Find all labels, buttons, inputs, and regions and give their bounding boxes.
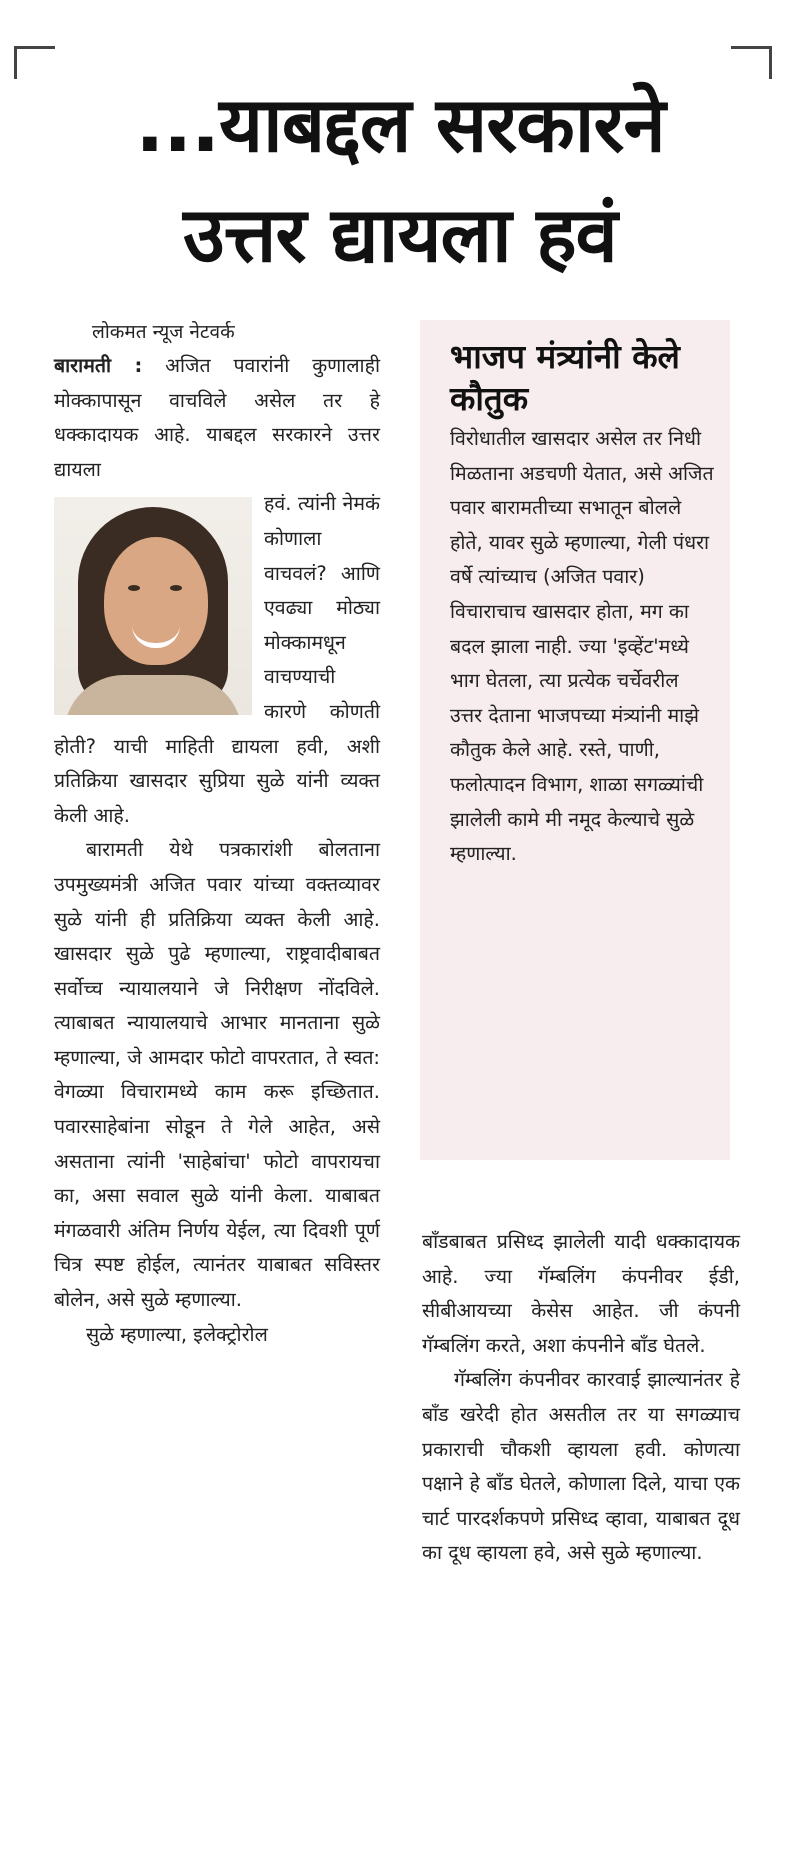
sidebar-title: भाजप मंत्र्यांनी केले कौतुक: [450, 337, 680, 418]
article-paragraph-4: बाँडबाबत प्रसिध्द झालेली यादी धक्कादायक आहे. ज्या गॅम्बलिंग कंपनीवर ईडी, सीबीआयच्या केसेस आहेत. जी कंपनी गॅम्बलिंग करते, अशा कंपनीने बाँड घेतले.: [422, 1230, 740, 1357]
portrait-photo: [54, 497, 252, 715]
article-paragraph-5: गॅम्बलिंग कंपनीवर कारवाई झाल्यानंतर हे बाँड खरेदी होत असतील तर या सगळ्याच प्रकाराची चौकशी व्हायला हवी. कोणत्या पक्षाने हे बाँड घेतले, कोणाला दिले, याचा एक चार्ट पारदर्शकपणे प्रसिध्द व्हावा, याबाबत दूध का दूध व्हायला हवे, असे सुळे म्हणाल्या.: [422, 1368, 740, 1565]
article-paragraph-1: [54, 349, 380, 487]
sidebar-box: [420, 320, 730, 1160]
article-left-column: [54, 315, 380, 1352]
headline-line-2: उत्तर द्यायला हवं: [183, 190, 617, 279]
paragraph-1-wrap: हवं. त्यांनी नेमकं कोणाला वाचवलं? आणि एवढ्या मोठ्या मोक्कामधून वाचण्याची कारणे कोणती होती? याची माहिती द्यायला हवी, अशी प्रतिक्रिया खासदार सुप्रिया सुळे यांनी व्यक्त केली आहे.: [54, 492, 380, 827]
byline: लोकमत न्यूज नेटवर्क: [92, 321, 235, 343]
article-paragraph-3: सुळे म्हणाल्या, इलेक्ट्रोरोल: [86, 1322, 268, 1346]
paragraph-1-intro: अजित पवारांनी कुणालाही मोक्कापासून वाचविले असेल तर हे धक्कादायक आहे. याबद्दल सरकारने उत्तर द्यायला: [54, 354, 380, 481]
headline: [40, 70, 760, 290]
headline-line-1: ...याबद्दल सरकारने: [135, 80, 665, 169]
article-right-column: [422, 1225, 740, 1571]
dateline: बारामती :: [54, 354, 143, 377]
article-paragraph-2: बारामती येथे पत्रकारांशी बोलताना उपमुख्यमंत्री अजित पवार यांच्या वक्तव्यावर सुळे यांनी ही प्रतिक्रिया व्यक्त केली आहे. खासदार सुळे पुढे म्हणाल्या, राष्ट्रवादीबाबत सर्वोच्च न्यायालयाने जे निरीक्षण नोंदविले. त्याबाबत न्यायालयाचे आभार मानताना सुळे म्हणाल्या, जे आमदार फोटो वापरतात, ते स्वत: वेगळ्या विचारामध्ये काम करू इच्छितात. पवारसाहेबांना सोडून ते गेले आहेत, असे असताना त्यांनी 'साहेबांचा' फोटो वापरायचा का, असा सवाल सुळे यांनी केला. याबाबत मंगळवारी अंतिम निर्णय येईल, त्या दिवशी पूर्ण चित्र स्पष्ट होईल, त्यानंतर याबाबत सविस्तर बोलेन, असे सुळे म्हणाल्या.: [54, 838, 380, 1312]
sidebar-text: विरोधातील खासदार असेल तर निधी मिळताना अडचणी येतात, असे अजित पवार बारामतीच्या सभातून बोलले होते, यावर सुळे म्हणाल्या, गेली पंधरा वर्षे त्यांच्याच (अजित पवार) विचाराचाच खासदार होता, मग का बदल झाला नाही. ज्या 'इव्हेंट'मध्ये भाग घेतला, त्या प्रत्येक चर्चेवरील उत्तर देताना भाजपच्या मंत्र्यांनी माझे कौतुक केले आहे. रस्ते, पाणी, फलोत्पादन विभाग, शाळा सगळ्यांची झालेली कामे मी नमूद केल्याचे सुळे म्हणाल्या.: [450, 427, 714, 866]
